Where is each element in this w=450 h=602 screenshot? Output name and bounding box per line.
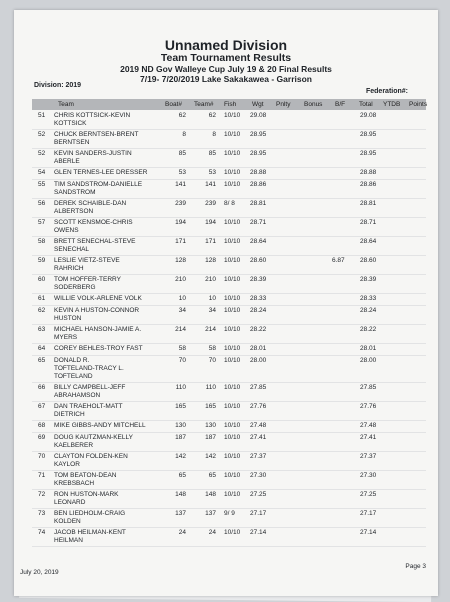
cell-fish: 10/10 [224,257,241,264]
cell-wgt: 28.88 [250,169,267,176]
cell-total: 27.30 [360,472,377,479]
cell-place: 57 [38,219,46,226]
cell-place: 66 [38,384,46,391]
team-name-line: TIM SANDSTROM-DANIELLE [54,181,143,188]
cell-boat: 65 [178,472,186,479]
cell-total: 27.14 [360,529,377,536]
cell-boat: 128 [175,257,186,264]
cell-team-no: 53 [208,169,216,176]
cell-fish: 10/10 [224,384,241,391]
team-name-line: TOM HOFFER-TERRY [54,276,121,283]
cell-fish: 10/10 [224,169,241,176]
table-row [32,168,426,180]
cell-team-no: 34 [208,307,216,314]
cell-wgt: 28.39 [250,276,267,283]
cell-fish: 10/10 [224,238,241,245]
cell-total: 27.48 [360,422,377,429]
cell-total: 28.33 [360,295,377,302]
team-name-line: LESLIE VIETZ-STEVE [54,257,120,264]
table-row [32,383,426,402]
cell-boat: 24 [178,529,186,536]
team-name-line: OWENS [54,227,79,234]
cell-team [54,434,166,450]
cell-place: 61 [38,295,46,302]
cell-boat: 85 [178,150,186,157]
cell-fish: 10/10 [224,472,241,479]
cell-team [54,150,166,166]
cell-team-no: 141 [205,181,216,188]
cell-team [54,345,166,353]
table-row [32,528,426,547]
team-name-line: KOLDEN [54,518,81,525]
cell-wgt: 27.48 [250,422,267,429]
cell-total: 28.64 [360,238,377,245]
team-name-line: SCOTT KENSMOE-CHRIS [54,219,133,226]
team-name-line: CHUCK BERNTSEN-BRENT [54,131,139,138]
cell-wgt: 27.30 [250,472,267,479]
cell-place: 56 [38,200,46,207]
cell-team-no: 62 [208,112,216,119]
cell-fish: 10/10 [224,529,241,536]
team-name-line: DONALD R. [54,357,90,364]
col-total: Total [359,101,373,108]
cell-boat: 165 [175,403,186,410]
cell-wgt: 28.64 [250,238,267,245]
cell-wgt: 29.08 [250,112,267,119]
cell-boat: 34 [178,307,186,314]
table-row [32,509,426,528]
cell-wgt: 28.95 [250,150,267,157]
cell-total: 28.86 [360,181,377,188]
cell-boat: 137 [175,510,186,517]
cell-boat: 53 [178,169,186,176]
team-name-line: KAELBERER [54,442,94,449]
cell-boat: 62 [178,112,186,119]
cell-wgt: 28.95 [250,131,267,138]
team-name-line: SANDSTROM [54,189,96,196]
table-row [32,490,426,509]
team-name-line: TOFTELAND [54,373,93,380]
cell-bf: 6.87 [332,257,345,264]
team-name-line: KEVIN SANDERS-JUSTIN [54,150,132,157]
cell-fish: 10/10 [224,345,241,352]
cell-team [54,200,166,216]
team-name-line: TOFTELAND-TRACY L. [54,365,124,372]
footer-page-number: Page 3 [405,563,426,570]
cell-fish: 10/10 [224,453,241,460]
col-wgt: Wgt [252,101,264,108]
cell-team-no: 171 [205,238,216,245]
table-row [32,149,426,168]
cell-fish: 9/ 9 [224,510,235,517]
cell-total: 28.00 [360,357,377,364]
cell-team-no: 70 [208,357,216,364]
col-bonus: Bonus [304,101,323,108]
cell-boat: 171 [175,238,186,245]
cell-team [54,453,166,469]
cell-wgt: 28.01 [250,345,267,352]
cell-team-no: 165 [205,403,216,410]
team-name-line: KOTTSICK [54,120,87,127]
cell-team-no: 110 [205,384,216,391]
team-name-line: BERNTSEN [54,139,90,146]
footer-date: July 20, 2019 [20,569,59,576]
cell-wgt: 28.71 [250,219,267,226]
cell-boat: 194 [175,219,186,226]
cell-boat: 130 [175,422,186,429]
table-row [32,218,426,237]
table-row [32,452,426,471]
cell-total: 28.95 [360,150,377,157]
cell-total: 27.41 [360,434,377,441]
team-name-line: BEN LIEDHOLM-CRAIG [54,510,126,517]
cell-team [54,181,166,197]
cell-total: 29.08 [360,112,377,119]
team-name-line: KAYLOR [54,461,80,468]
table-row [32,180,426,199]
cell-total: 28.95 [360,131,377,138]
col-boat: Boat# [165,101,182,108]
cell-team-no: 187 [205,434,216,441]
cell-place: 55 [38,181,46,188]
cell-place: 59 [38,257,46,264]
cell-fish: 10/10 [224,219,241,226]
cell-place: 62 [38,307,46,314]
cell-boat: 110 [175,384,186,391]
team-name-line: CLAYTON FOLDEN-KEN [54,453,128,460]
table-row [32,325,426,344]
cell-team [54,276,166,292]
team-name-line: ABERLE [54,158,80,165]
cell-fish: 10/10 [224,307,241,314]
cell-team-no: 10 [208,295,216,302]
cell-team [54,307,166,323]
cell-boat: 142 [175,453,186,460]
team-name-line: BRETT SENECHAL-STEVE [54,238,136,245]
table-row [32,256,426,275]
cell-team-no: 65 [208,472,216,479]
table-row [32,402,426,421]
cell-total: 28.71 [360,219,377,226]
cell-boat: 58 [178,345,186,352]
cell-place: 69 [38,434,46,441]
col-team: Team [58,101,74,108]
cell-team-no: 210 [205,276,216,283]
cell-fish: 10/10 [224,326,241,333]
team-name-line: KEVIN A HUSTON-CONNOR [54,307,140,314]
cell-boat: 210 [175,276,186,283]
cell-fish: 10/10 [224,491,241,498]
event-name: 2019 ND Gov Walleye Cup July 19 & 20 Final Results [120,64,332,74]
cell-team-no: 85 [208,150,216,157]
cell-place: 72 [38,491,46,498]
team-name-line: MICHAEL HANSON-JAMIE A. [54,326,142,333]
cell-place: 51 [38,112,46,119]
cell-place: 74 [38,529,46,536]
team-name-line: ABRAHAMSON [54,392,101,399]
cell-wgt: 27.14 [250,529,267,536]
cell-total: 28.39 [360,276,377,283]
cell-place: 71 [38,472,46,479]
cell-place: 60 [38,276,46,283]
document-header [14,38,438,84]
cell-place: 63 [38,326,46,333]
col-fish: Fish [224,101,237,108]
cell-team-no: 194 [205,219,216,226]
team-name-line: SODERBERG [54,284,96,291]
team-name-line: SENECHAL [54,246,90,253]
cell-team [54,238,166,254]
team-name-line: BILLY CAMPBELL-JEFF [54,384,126,391]
cell-place: 68 [38,422,46,429]
cell-place: 67 [38,403,46,410]
cell-wgt: 28.60 [250,257,267,264]
cell-team [54,219,166,235]
cell-fish: 10/10 [224,112,241,119]
cell-wgt: 27.37 [250,453,267,460]
cell-team [54,403,166,419]
cell-total: 27.37 [360,453,377,460]
team-name-line: DAN TRAEHOLT-MATT [54,403,123,410]
results-document-page [14,10,438,596]
cell-fish: 10/10 [224,276,241,283]
cell-place: 58 [38,238,46,245]
team-name-line: MIKE GIBBS-ANDY MITCHELL [54,422,146,429]
cell-team [54,510,166,526]
team-name-line: RAHRICH [54,265,84,272]
cell-team-no: 128 [205,257,216,264]
cell-wgt: 27.41 [250,434,267,441]
cell-place: 65 [38,357,46,364]
col-ytdb: YTDB [383,101,401,108]
cell-fish: 10/10 [224,150,241,157]
col-points: Points [409,101,428,108]
table-row [32,471,426,490]
cell-total: 28.01 [360,345,377,352]
table-row [32,111,426,130]
cell-total: 27.76 [360,403,377,410]
cell-boat: 10 [178,295,186,302]
cell-wgt: 28.22 [250,326,267,333]
cell-total: 28.24 [360,307,377,314]
cell-boat: 239 [175,200,186,207]
team-name-line: GLEN TERNES-LEE DRESSER [54,169,148,176]
cell-team-no: 8 [212,131,216,138]
team-name-line: JACOB HEILMAN-KENT [54,529,126,536]
cell-wgt: 27.17 [250,510,267,517]
cell-fish: 10/10 [224,403,241,410]
team-name-line: WILLIE VOLK-ARLENE VOLK [54,295,142,302]
cell-team-no: 239 [205,200,216,207]
cell-team [54,112,166,128]
cell-place: 64 [38,345,46,352]
table-row [32,237,426,256]
table-row [32,294,426,306]
cell-team [54,384,166,400]
table-row [32,199,426,218]
cell-total: 28.81 [360,200,377,207]
team-name-line: HUSTON [54,315,82,322]
table-row [32,421,426,433]
cell-total: 27.85 [360,384,377,391]
cell-place: 70 [38,453,46,460]
col-bf: B/F [335,101,346,108]
cell-team [54,131,166,147]
table-row [32,130,426,149]
cell-team [54,422,166,430]
cell-fish: 10/10 [224,422,241,429]
cell-team [54,326,166,342]
team-name-line: ALBERTSON [54,208,94,215]
table-row [32,356,426,383]
cell-team [54,295,166,303]
cell-wgt: 27.25 [250,491,267,498]
cell-team-no: 148 [205,491,216,498]
team-name-line: KREBSBACH [54,480,95,487]
cell-team [54,357,166,381]
cell-place: 52 [38,131,46,138]
table-row [32,306,426,325]
cell-wgt: 28.24 [250,307,267,314]
table-row [32,344,426,356]
cell-total: 28.22 [360,326,377,333]
cell-wgt: 27.85 [250,384,267,391]
cell-team-no: 58 [208,345,216,352]
division-label: Division: 2019 [34,82,82,89]
cell-fish: 10/10 [224,131,241,138]
document-title: Unnamed Division [164,37,288,53]
cell-place: 54 [38,169,46,176]
team-name-line: DOUG KAUTZMAN-KELLY [54,434,133,441]
team-name-line: RON HUSTON-MARK [54,491,119,498]
team-name-line: TOM BEATON-DEAN [54,472,117,479]
cell-wgt: 27.76 [250,403,267,410]
team-name-line: COREY BEHLES-TROY FAST [54,345,143,352]
results-table-body [32,111,426,547]
team-name-line: LEONARD [54,499,86,506]
team-name-line: HEILMAN [54,537,83,544]
results-table-header [32,99,426,110]
cell-wgt: 28.86 [250,181,267,188]
team-name-line: DIETRICH [54,411,85,418]
cell-place: 73 [38,510,46,517]
document-subtitle: Team Tournament Results [160,52,292,64]
cell-boat: 8 [182,131,186,138]
cell-team-no: 130 [205,422,216,429]
team-name-line: CHRIS KOTTSICK-KEVIN [54,112,131,119]
team-name-line: DEREK SCHAIBLE-DAN [54,200,127,207]
cell-boat: 148 [175,491,186,498]
cell-team [54,169,166,177]
federation-label: Federation#: [365,88,408,95]
table-row [32,275,426,294]
cell-wgt: 28.33 [250,295,267,302]
cell-team [54,257,166,273]
cell-team-no: 214 [205,326,216,333]
cell-boat: 214 [175,326,186,333]
cell-total: 28.88 [360,169,377,176]
cell-wgt: 28.81 [250,200,267,207]
cell-team [54,472,166,488]
cell-boat: 70 [178,357,186,364]
cell-fish: 10/10 [224,295,241,302]
cell-boat: 141 [175,181,186,188]
cell-place: 52 [38,150,46,157]
cell-team-no: 142 [205,453,216,460]
cell-fish: 8/ 8 [224,200,235,207]
cell-boat: 187 [175,434,186,441]
team-name-line: MYERS [54,334,78,341]
cell-fish: 10/10 [224,434,241,441]
event-dates-location: 7/19- 7/20/2019 Lake Sakakawea - Garrison [139,74,312,84]
cell-fish: 10/10 [224,181,241,188]
col-team-number: Team# [194,101,214,108]
col-pnlty: Pnlty [276,101,291,108]
cell-wgt: 28.00 [250,357,267,364]
cell-team-no: 24 [208,529,216,536]
cell-fish: 10/10 [224,357,241,364]
cell-total: 28.60 [360,257,377,264]
cell-team [54,529,166,545]
cell-total: 27.17 [360,510,377,517]
cell-team [54,491,166,507]
cell-team-no: 137 [205,510,216,517]
cell-total: 27.25 [360,491,377,498]
table-row [32,433,426,452]
